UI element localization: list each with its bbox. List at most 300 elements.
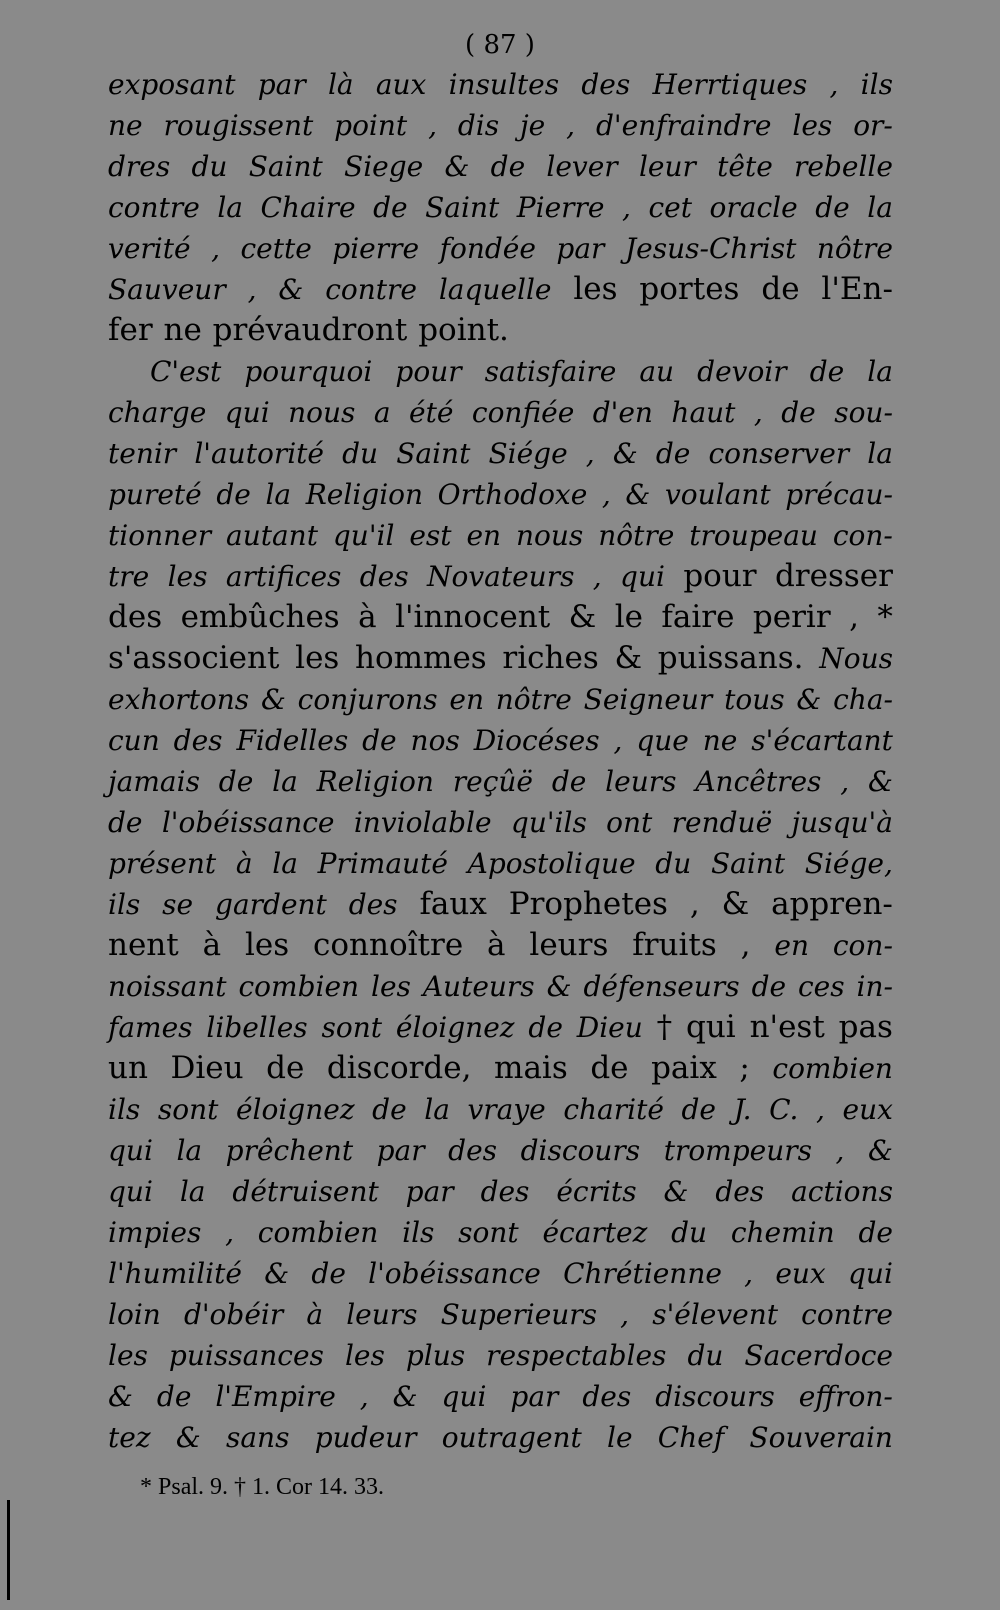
text-word: de	[266, 1050, 305, 1086]
text-word: des	[359, 560, 409, 593]
text-line	[108, 392, 893, 433]
text-word: appren-	[771, 886, 893, 922]
text-word: embûches	[180, 599, 340, 635]
text-word: discorde,	[326, 1050, 472, 1086]
text-word: trompeurs	[663, 1134, 813, 1167]
text-word: conjurons	[297, 683, 438, 716]
text-word: l'obéissance	[161, 806, 335, 839]
text-line	[108, 843, 893, 884]
text-word: &	[392, 1380, 418, 1413]
text-word: rougissent	[163, 109, 314, 142]
text-word: outragent	[441, 1421, 582, 1454]
text-word: or-	[853, 109, 893, 142]
text-word: des	[581, 68, 631, 101]
text-word: je	[520, 109, 546, 142]
text-word: ,	[601, 478, 611, 511]
text-word: ,	[359, 1380, 369, 1413]
text-word: contre	[801, 1298, 893, 1331]
text-word: Nous	[819, 642, 893, 675]
text-word: des	[173, 724, 223, 757]
text-word: des	[448, 1134, 498, 1167]
text-word: les	[167, 560, 208, 593]
text-word: écrits	[556, 1175, 637, 1208]
text-word: Seigneur	[583, 683, 713, 716]
text-word: ils	[108, 888, 141, 921]
text-word: &	[260, 683, 286, 716]
text-word: &	[278, 273, 304, 306]
text-word: exposant	[108, 68, 236, 101]
text-word: sont	[321, 1011, 383, 1044]
text-word: &	[546, 970, 572, 1003]
text-word: sans	[225, 1421, 290, 1454]
text-word: con-	[832, 929, 893, 962]
text-line	[108, 638, 893, 679]
text-word: qui	[620, 560, 665, 593]
text-line	[108, 228, 893, 269]
text-word: par	[376, 1134, 425, 1167]
text-word: s'associent	[108, 640, 280, 676]
text-line	[108, 1335, 893, 1376]
text-word: confiée	[471, 396, 575, 429]
text-word: les	[244, 927, 290, 963]
text-word: in-	[856, 970, 893, 1003]
text-word: pour	[395, 355, 462, 388]
text-word: l'En-	[821, 271, 893, 307]
text-word: de	[590, 1050, 629, 1086]
text-word: leur	[638, 150, 696, 183]
text-word: actions	[791, 1175, 893, 1208]
text-word: des	[582, 1380, 632, 1413]
text-word: artifices	[225, 560, 342, 593]
text-word: qui	[224, 396, 270, 429]
text-word: des	[108, 599, 163, 635]
text-word: à	[235, 847, 253, 880]
text-word: ne	[108, 109, 143, 142]
text-word: se	[162, 888, 194, 921]
text-word: à	[487, 927, 506, 963]
text-word: fruits	[632, 927, 717, 963]
text-word: du	[191, 150, 228, 183]
text-word: reçûë	[452, 765, 534, 798]
text-word: à	[358, 599, 377, 635]
text-word: &	[625, 478, 651, 511]
text-word: Siége,	[804, 847, 893, 880]
text-word: jamais	[108, 765, 200, 798]
text-word: ils	[402, 1216, 435, 1249]
text-word: les	[792, 109, 833, 142]
text-word: ,	[613, 724, 623, 757]
text-word: la	[867, 355, 893, 388]
text-word: les	[108, 1339, 148, 1372]
text-word: tez	[108, 1421, 151, 1454]
text-line	[108, 679, 893, 720]
text-word: sont	[157, 1093, 219, 1126]
text-word: fer	[108, 312, 153, 348]
text-line	[108, 64, 893, 105]
text-word: libelles	[206, 1011, 308, 1044]
text-word: pureté	[108, 478, 202, 511]
text-word: l'autorité	[194, 437, 324, 470]
text-word: est	[409, 519, 452, 552]
text-word: Diocéses	[473, 724, 600, 757]
text-word: un	[108, 1050, 148, 1086]
text-word: du	[671, 1216, 708, 1249]
text-body	[108, 64, 893, 1458]
text-word: *	[877, 599, 893, 635]
text-word: ,	[247, 273, 257, 306]
text-word: de	[216, 478, 251, 511]
text-word: qui	[441, 1380, 487, 1413]
text-word: les	[295, 640, 340, 676]
text-word: la	[424, 1093, 450, 1126]
text-word: ,	[829, 68, 839, 101]
text-word: perir	[752, 599, 831, 635]
text-line	[108, 884, 893, 925]
text-word: la	[867, 191, 893, 224]
text-word: nos	[410, 724, 460, 757]
text-word: connoître	[313, 927, 464, 963]
text-word: la	[217, 191, 243, 224]
text-word: par	[510, 1380, 559, 1413]
text-word: en	[466, 519, 502, 552]
text-word: Herrtiques	[652, 68, 808, 101]
text-word: contre	[108, 191, 200, 224]
text-line	[108, 433, 893, 474]
text-word: nous	[515, 519, 584, 552]
text-line	[108, 1253, 893, 1294]
text-word: à	[306, 1298, 324, 1331]
text-word: leurs	[605, 765, 677, 798]
text-word: la	[272, 765, 298, 798]
text-word: cun	[108, 724, 160, 757]
text-word: rebelle	[794, 150, 893, 183]
text-line	[108, 351, 893, 392]
text-line	[108, 1130, 893, 1171]
text-word: sont	[458, 1216, 519, 1249]
text-word: Pierre	[516, 191, 605, 224]
text-line	[108, 105, 893, 146]
text-word: pierre	[332, 232, 420, 265]
text-line	[108, 310, 893, 351]
text-word: &	[663, 1175, 689, 1208]
text-word: du	[655, 847, 692, 880]
text-word: Chaire	[260, 191, 356, 224]
text-word: ,	[744, 1257, 754, 1290]
footnote: * Psal. 9. † 1. Cor 14. 33.	[140, 1474, 385, 1500]
text-word: a	[373, 396, 391, 429]
text-word: eux	[775, 1257, 826, 1290]
text-word: cha-	[833, 683, 893, 716]
text-word: de	[311, 1257, 346, 1290]
text-word: &	[614, 640, 643, 676]
text-word: ,	[225, 1216, 234, 1249]
text-word: s'écartant	[751, 724, 893, 757]
text-word: ,	[211, 232, 220, 265]
text-word: écartez	[542, 1216, 648, 1249]
page-number: ( 87 )	[465, 30, 535, 60]
text-line	[108, 1212, 893, 1253]
text-word: éloignez	[395, 1011, 515, 1044]
text-word: des	[715, 1175, 765, 1208]
text-word: Sauveur	[108, 273, 226, 306]
text-word: charité	[563, 1093, 664, 1126]
text-word: en	[449, 683, 484, 716]
text-line	[108, 720, 893, 761]
text-word: d'obéir	[183, 1298, 284, 1331]
text-word: Ancêtres	[695, 765, 822, 798]
text-word: troupeau	[689, 519, 818, 552]
text-line	[108, 1007, 893, 1048]
text-word: tenir	[108, 437, 177, 470]
text-word: cette	[240, 232, 312, 265]
text-word: de	[528, 1011, 563, 1044]
text-word: Siege	[344, 150, 424, 183]
text-word: de	[362, 724, 397, 757]
text-line	[108, 1089, 893, 1130]
text-word: aux	[375, 68, 427, 101]
text-word: de	[372, 1093, 407, 1126]
text-word: à	[202, 927, 222, 963]
text-word: par	[405, 1175, 454, 1208]
text-word: été	[409, 396, 454, 429]
text-word: cet	[648, 191, 692, 224]
text-line	[108, 925, 893, 966]
text-line	[108, 1171, 893, 1212]
text-line	[108, 515, 893, 556]
text-word: dresser	[774, 558, 893, 594]
text-word: la	[867, 437, 893, 470]
text-word: Religion	[316, 765, 434, 798]
text-word: leurs	[529, 927, 609, 963]
text-word: précau-	[785, 478, 893, 511]
text-word: de	[373, 191, 408, 224]
text-word: eux	[842, 1093, 893, 1126]
text-word: par	[257, 68, 306, 101]
text-word: Religion	[305, 478, 424, 511]
text-word: puissans.	[657, 640, 804, 676]
text-word: combien	[257, 1216, 379, 1249]
text-word: d'en	[592, 396, 653, 429]
text-word: tionner	[108, 519, 212, 552]
text-word: ,	[585, 437, 595, 470]
text-word: &	[108, 1380, 133, 1413]
text-word: ,	[740, 927, 751, 963]
text-word: faux	[419, 886, 487, 922]
text-word: les	[370, 970, 411, 1003]
text-word: Primauté	[317, 847, 448, 880]
text-word: &	[175, 1421, 201, 1454]
text-word: l'humilité	[108, 1257, 242, 1290]
text-word: ,	[689, 886, 700, 922]
text-word: le	[614, 599, 643, 635]
text-word: laquelle	[438, 273, 552, 306]
text-word: de	[781, 396, 816, 429]
text-word: ces	[798, 970, 845, 1003]
text-word: sou-	[834, 396, 893, 429]
text-word: C'est	[150, 355, 222, 388]
text-word: &	[867, 1134, 893, 1167]
text-word: en	[774, 929, 809, 962]
text-word: ;	[739, 1050, 750, 1086]
text-word: au	[639, 355, 675, 388]
text-word: prévaudront	[212, 312, 408, 348]
text-word: &	[568, 599, 597, 635]
text-word: jusqu'à	[791, 806, 893, 839]
text-word: qui	[847, 1257, 893, 1290]
text-word: gardent	[215, 888, 327, 921]
text-word: conserver	[708, 437, 850, 470]
text-line	[108, 597, 893, 638]
text-word: combien	[772, 1052, 893, 1085]
text-word: &	[264, 1257, 290, 1290]
text-line	[108, 187, 893, 228]
text-word: Dieu	[576, 1011, 643, 1044]
text-word: &	[612, 437, 638, 470]
text-word: insultes	[448, 68, 560, 101]
text-word: Prophetes	[508, 886, 668, 922]
text-word: respectables	[486, 1339, 667, 1372]
text-line	[108, 269, 893, 310]
text-word: tre	[108, 560, 150, 593]
text-word: loin	[108, 1298, 161, 1331]
text-word: verité	[108, 232, 191, 265]
text-word: Fidelles	[236, 724, 349, 757]
text-word: l'innocent	[395, 599, 551, 635]
text-word: nent	[108, 927, 179, 963]
text-word: oracle	[709, 191, 798, 224]
text-word: effron-	[798, 1380, 893, 1413]
text-word: l'obéissance	[368, 1257, 541, 1290]
text-word: puissances	[168, 1339, 324, 1372]
text-word: discours	[655, 1380, 775, 1413]
text-word: les	[573, 271, 618, 307]
text-word: exhortons	[108, 683, 250, 716]
text-word: &	[721, 886, 750, 922]
text-word: C.	[769, 1093, 799, 1126]
text-word: J.	[733, 1093, 752, 1126]
text-word: de	[761, 271, 800, 307]
text-word: de	[655, 437, 691, 470]
text-word: impies	[108, 1216, 202, 1249]
text-word: ,	[566, 109, 576, 142]
text-word: de	[858, 1216, 893, 1249]
margin-rule	[7, 1500, 10, 1600]
text-word: des	[348, 888, 398, 921]
text-word: de	[809, 355, 845, 388]
text-word: de	[108, 806, 143, 839]
text-word: inviolable	[353, 806, 492, 839]
text-word: voulant	[664, 478, 771, 511]
text-word: chemin	[730, 1216, 835, 1249]
text-word: du	[342, 437, 379, 470]
text-word: Orthodoxe	[437, 478, 588, 511]
text-word: prêchent	[225, 1134, 354, 1167]
text-word: &	[867, 765, 893, 798]
text-word: nous	[288, 396, 356, 429]
text-line	[108, 474, 893, 515]
text-word: éloignez	[235, 1093, 355, 1126]
text-word: que	[636, 724, 689, 757]
text-word: ont	[606, 806, 653, 839]
text-word: qui	[685, 1009, 736, 1045]
text-word: devoir	[697, 355, 787, 388]
text-word: pas	[838, 1009, 893, 1045]
text-word: qu'il	[332, 519, 395, 552]
text-word: nôtre	[495, 683, 572, 716]
text-word: plus	[405, 1339, 466, 1372]
text-word: Saint	[425, 191, 500, 224]
text-word: contre	[325, 273, 417, 306]
text-word: &	[796, 683, 822, 716]
text-word: ,	[753, 396, 763, 429]
text-word: le	[607, 1421, 633, 1454]
text-line	[108, 966, 893, 1007]
text-word: faire	[661, 599, 735, 635]
text-word: dis	[457, 109, 500, 142]
text-word: du	[687, 1339, 724, 1372]
text-word: de	[218, 765, 254, 798]
text-word: ils	[860, 68, 893, 101]
text-word: Chrétienne	[563, 1257, 722, 1290]
text-word: ,	[840, 765, 850, 798]
text-word: de	[681, 1093, 716, 1126]
text-word: par	[556, 232, 605, 265]
text-word: Saint	[396, 437, 471, 470]
text-word: lever	[546, 150, 618, 183]
text-word: ,	[849, 599, 859, 635]
text-line	[108, 556, 893, 597]
text-word: Siége	[488, 437, 568, 470]
text-word: d'enfraindre	[595, 109, 772, 142]
text-word: tête	[717, 150, 773, 183]
text-word: ,	[622, 191, 631, 224]
text-word: charge	[108, 396, 207, 429]
text-word: la	[272, 847, 298, 880]
text-word: Souverain	[749, 1421, 893, 1454]
text-word: autant	[226, 519, 318, 552]
text-word: ne	[163, 312, 202, 348]
text-word: de	[751, 970, 787, 1003]
text-word: la	[179, 1175, 206, 1208]
text-word: de	[156, 1380, 192, 1413]
text-word: qui	[108, 1175, 153, 1208]
text-word: de	[815, 191, 850, 224]
text-word: Chef	[657, 1421, 725, 1454]
text-word: haut	[671, 396, 736, 429]
text-word: †	[656, 1009, 673, 1045]
text-word: Sacerdoce	[744, 1339, 893, 1372]
text-word: Apostolique	[467, 847, 636, 880]
text-word: ,	[592, 560, 602, 593]
text-word: nôtre	[816, 232, 893, 265]
text-word: hommes	[355, 640, 487, 676]
text-word: de	[490, 150, 526, 183]
text-word: &	[444, 150, 470, 183]
text-word: con-	[832, 519, 893, 552]
text-word: Saint	[248, 150, 323, 183]
text-word: qu'ils	[510, 806, 587, 839]
text-word: fames	[108, 1011, 193, 1044]
text-word: la	[176, 1134, 203, 1167]
text-word: n'est	[749, 1009, 825, 1045]
text-word: Superieurs	[440, 1298, 598, 1331]
text-word: fondée	[439, 232, 536, 265]
text-word: portes	[639, 271, 740, 307]
text-word: pudeur	[314, 1421, 417, 1454]
text-word: discours	[520, 1134, 641, 1167]
text-word: Saint	[710, 847, 786, 880]
text-word: ils	[108, 1093, 141, 1126]
